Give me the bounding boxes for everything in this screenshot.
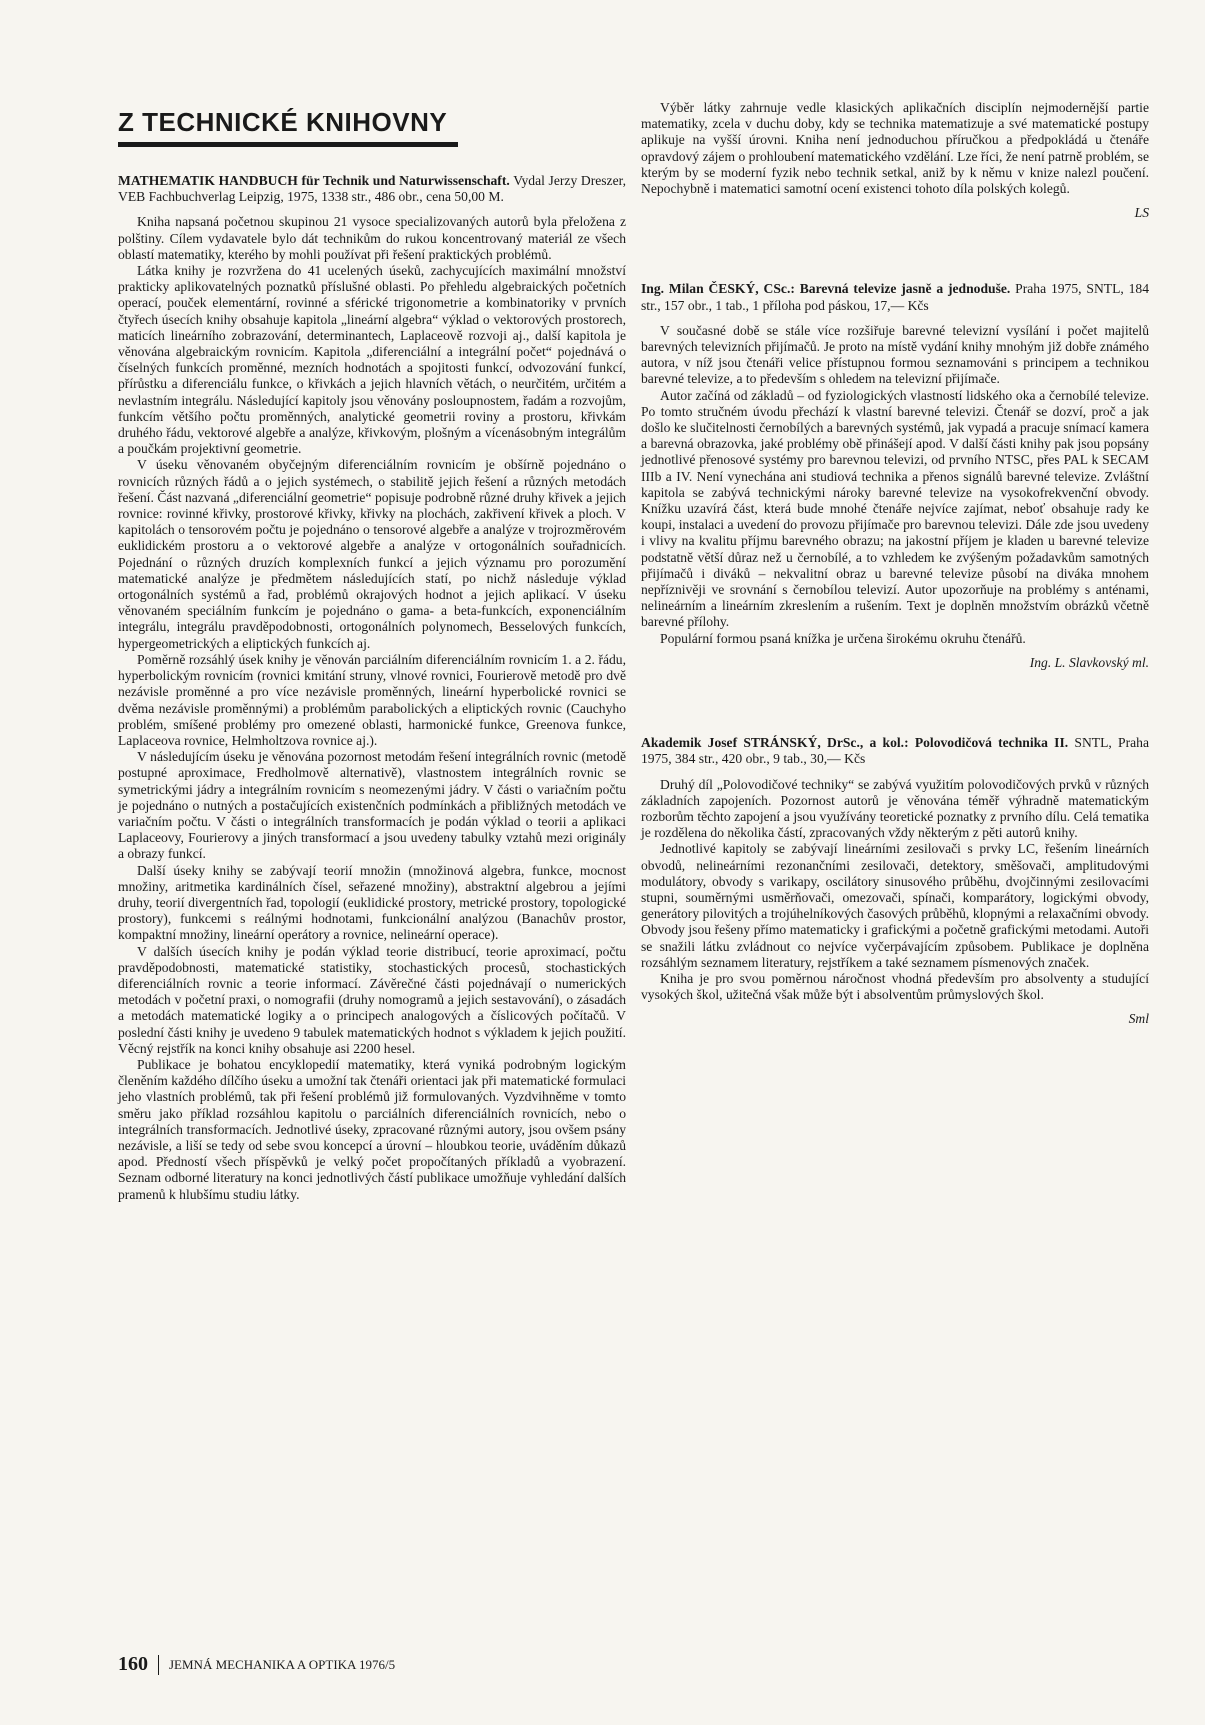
review1-paragraph: V úseku věnovaném obyčejným diferenciálním rovnicím je obšírně pojednáno o rovnicích různých řádů a o jejich systémech, o stabilitě jejich řešení a různých metodách řešení. Část nazvaná „diferenciální geometrie“ popisuje podrobně různé druhy křivek a jejich rovnice: rovinné křivky, prostorové křivky, křivky na plochách, zakřivení křivek a ploch. V kapitolách o tensorovém počtu je pojednáno o tensorové algebře a analýze v trojrozměrovém euklidickém prostoru a o vektorové algebře a analýze v ortogonálních souřadnicích. Pojednání o různých druzích komplexních funkcí a jejich významu pro porozumění matematické analýze je předmětem následujících statí, po nichž následuje výklad ortogonálních systémů a řad, problémů okrajových hodnot a jejich aplikací. V úseku věnovaném speciálním funkcím je pojednáno o gama- a beta-funkcích, exponenciálním integrálu, integrálu pravděpodobnosti, ortogonálních polynomech, Besselových funkcích, hypergeometrických a eliptických funkcích aj. — [118, 457, 626, 651]
review3-meta: SNTL, Praha 1975, 384 str., 420 obr., 9 tab., 30,— Kčs — [641, 735, 1149, 767]
review1-paragraph: Publikace je bohatou encyklopedií matematiky, která vyniká podrobným logickým členěním každého dílčího úseku a umožní tak čtenáři orientaci jak při matematické formulaci jeho vlastních problémů, tak při řešení problémů již formulovaných. Vyzdvihněme v tomto směru jako příklad rozsáhlou kapitolu o parciálních diferenciálních rovnicích, nebo o integrálních transformacích. Jednotlivé úseky, zpracované různými autory, jsou ovšem psány nezávisle, a liší se tedy od sebe svou koncepcí a úrovní – hloubkou teorie, uváděním důkazů apod. Předností všech příspěvků je velký počet propočítaných příkladů a vyobrazení. Seznam odborné literatury na konci jednotlivých částí publikace umožňuje vyhledání dalších pramenů k hlubšímu studiu látky. — [118, 1056, 626, 1202]
footer-divider — [158, 1655, 159, 1675]
review1-paragraph: V následujícím úseku je věnována pozornost metodám řešení integrálních rovnic (metodě postupné aproximace, Fredholmově alternativě), vlastnostem integrálních rovnic se symetrickými jádry a integrálním rovnicím s neomezenými jádry. V části o variačním počtu je pojednáno o nutných a postačujících existenčních podmínkách a přibližných metodách ve variačním počtu. V části o integrálních transformacích je podán výklad o teorii a aplikaci Laplaceovy, Fourierovy a jiných transformací a jsou uvedeny tabulky vztahů mezi originály a obrazy funkcí. — [118, 749, 626, 862]
spacer — [641, 221, 1149, 281]
review1-paragraph: Poměrně rozsáhlý úsek knihy je věnován parciálním diferenciálním rovnicím 1. a 2. řádu, hyperbolickým rovnicím (rovnici kmitání struny, vlnové rovnici, Fourierově metodě pro dvě nezávisle proměnné a pro více nezávisle proměnných, lineární hyperbolické rovnici se dvěma nezávisle proměnnými) a problémům parabolických a eliptických rovnic (Cauchyho problém, smíšené problémy pro omezené oblasti, harmonické funkce, Greenova funkce, Laplaceova rovnice, Helmholtzova rovnice aj.). — [118, 651, 626, 748]
review1-heading — [118, 173, 626, 205]
review3-signature: Sml — [1128, 1011, 1149, 1027]
review3-heading — [641, 735, 1149, 767]
right-column — [641, 100, 1149, 1028]
review3-paragraph: Jednotlivé kapitoly se zabývají lineárními zesilovači s prvky LC, řešením lineárních obvodů, nelineárními rezonančními zesilovači, detektory, směšovači, amplitudovými modulátory, obvody s varikapy, oscilátory sinusového průběhu, dvojčinnými zesilovacími stupni, souměrnými usměrňovači, omezovači, spínači, komparátory, logickými obvody, generátory pilovitých a trojúhelníkových časových průběhů, klopnými a relaxačními obvody. Obvody jsou řešeny přímo matematicky i grafickými a početně grafickými metodami. Autoři se snažili látku zvládnout co nejvíce vyčerpávajícím způsobem. Publikace je doplněna rozsáhlým seznamem literatury, rejstříkem a také seznamem písmenových značek. — [641, 841, 1149, 970]
journal-name: JEMNÁ MECHANIKA A OPTIKA 1976/5 — [169, 1656, 396, 1672]
review1-paragraph: Další úseky knihy se zabývají teorií množin (množinová algebra, funkce, mocnost množiny, aritmetika kardinálních čísel, seřazené množiny), abstraktní algebrou a jejími druhy, teorií divergentních řad, topologií (euklidické prostory, metrické prostory, topologické prostory), funkcemi s reálnými hodnotami, funkcionální analýzou (Banachův prostor, kompaktní množiny, lineární operátory a rovnice, nelineární operace). — [118, 862, 626, 943]
review2-paragraph: V současné době se stále více rozšiřuje barevné televizní vysílání i počet majitelů barevných televizních přijímačů. Je proto na místě vydání knihy mnohým již dobře známého autora, v níž jsou čtenáři velice přístupnou formou seznamováni s principem a technikou barevné televize, a to především s ohledem na televizní přijímače. — [641, 322, 1149, 387]
section-title: Z TECHNICKÉ KNIHOVNY — [118, 107, 448, 137]
review1-book-title: MATHEMATIK HANDBUCH für Technik und Naturwissenschaft. — [118, 173, 510, 188]
review2-title: Ing. Milan ČESKÝ, CSc.: Barevná televize jasně a jednoduše. — [641, 281, 1011, 297]
review2-signature: Ing. L. Slavkovský ml. — [1029, 654, 1149, 670]
spacer — [641, 671, 1149, 735]
review1-paragraph: Výběr látky zahrnuje vedle klasických aplikačních disciplín nejmodernější partie matematiky, zcela v duchu doby, kdy se technika matematizuje a své matematické postupy aplikuje na vyšší úrovni. Kniha není jednoduchou příručkou a předpokládá u čtenáře opravdový zájem o prohloubení matematického vzdělání. Lze říci, že není patrně problém, se kterým by se moderní fyzik nebo technik setkal, aniž by k němu v knize nalezl poučení. Nepochybně i matematici samotní ocení existenci tohoto díla polských kolegů. — [641, 100, 1149, 197]
review2-paragraph: Autor začíná od základů – od fyziologických vlastností lidského oka a černobílé televize. Po tomto stručném úvodu přechází k vlastní barevné televizi. Čtenář se dozví, proč a jak došlo ke slučitelnosti černobílých a barevných systémů, jak vypadá a pracuje snímací kamera a barevná obrazovka, jaké problémy obě přinášejí apod. V další části knihy pak jsou popsány jednotlivé přenosové systémy pro barevnou televizi, od prvního NTSC, přes PAL k SECAM IIIb a IV. Není vynechána ani studiová technika a přenos signálů barevné televize. Zvláštní kapitola se zabývá technickými nároky barevné televize na vysokofrekvenční obvody. Knížku uzavírá část, která bude mnohé čtenáře nejvíce zajímat, neboť obsahuje rady ke koupi, instalaci a uvedení do provozu přijímače pro barevnou televizi. Dále zde jsou uvedeny i vlivy na kvalitu příjmu barevného obrazu; na jakostní příjem je kladen u barevné televize podstatně větší důraz než u černobílé, a to vzhledem ke zvýšeným požadavkům samotných přijímačů i diváků – nekvalitní obraz u barevné televize působí na diváka mnohem nepříznivěji ve srovnání s černobílou televizí. Autor upozorňuje na problémy s anténami, nelineárním a lineárním zkreslením a rušením. Text je doplněn množstvím obrázků včetně barevné přílohy. — [641, 387, 1149, 630]
review1-book-meta: Vydal Jerzy Dreszer, VEB Fachbuchverlag Leipzig, 1975, 1338 str., 486 obr., cena 50,00 M. — [118, 173, 627, 205]
review1-paragraph: Látka knihy je rozvržena do 41 ucelených úseků, zachycujících maximální množství prakticky aplikovatelných poznatků příslušné oblasti. Po přehledu algebraických početních operací, pouček elementární, rovinné a sférické trigonometrie a kombinatoriky v prvních čtyřech úsecích knihy obsahuje kapitola „lineární algebra“ výklad o vektorových prostorech, maticích lineárního zobrazování, determinantech, Laplaceově rozvoji aj., další kapitola je věnována algebraickým rovnicím. Kapitola „diferenciální a integrální počet“ pojednává o číselných funkcích proměnné, mezních hodnotách a spojitosti funkcí, odvozování funkcí, přírůstku a diferenciálu funkce, o křivkách a jejich hlavních větách, o neurčitém, určitém a nevlastním integrálu. Následující kapitoly jsou věnovány posloupnostem, řadám a rozvojům, funkcím většího počtu proměnných, analytické geometrii roviny a prostoru, křivkám druhého řádu, vektorové algebře a analýze, křivkovým, plošným a vícenásobným integrálům a poučkám projektivní geometrie. — [118, 263, 626, 457]
page-number: 160 — [118, 1653, 148, 1675]
review3-paragraph: Druhý díl „Polovodičové techniky“ se zabývá využitím polovodičových prvků v různých základních zapojeních. Pozornost autorů je věnována téměř výhradně matematickým rozborům těchto zapojení a jsou využívány teoretické poznatky z prvního dílu. Celá tematika je rozdělena do několika částí, zpracovaných vždy některým z pěti autorů knihy. — [641, 776, 1149, 841]
page-footer — [118, 1653, 395, 1676]
review1-signature: LS — [1134, 205, 1149, 221]
review2-heading — [641, 281, 1149, 313]
left-column — [118, 100, 626, 1203]
review3-title: Akademik Josef STRÁNSKÝ, DrSc., a kol.: Polovodičová technika II. — [641, 735, 1069, 751]
review1-paragraph: Kniha napsaná početnou skupinou 21 vysoce specializovaných autorů byla přeložena z polštiny. Cílem vydavatele bylo dát technikům do rukou koncentrovaný materiál ze všech oblastí matematiky, kterého by mohli používat při řešení praktických problémů. — [118, 214, 626, 262]
review1-paragraph: V dalších úsecích knihy je podán výklad teorie distribucí, teorie aproximací, počtu pravděpodobnosti, matematické statistiky, stochastických procesů, stochastických diferenciálních rovnic a teorie informací. Závěrečné části pojednávají o numerických metodách v početní praxi, o nomografii (druhy nomogramů a jejich sestavování), o zásadách a metodách matematické logiky a o principech analogových a číslicových počítačů. V poslední části knihy je uvedeno 9 tabulek matematických hodnot s výkladem k jejich použití. Věcný rejstřík na konci knihy obsahuje asi 2200 hesel. — [118, 943, 626, 1056]
review3-paragraph: Kniha je pro svou poměrnou náročnost vhodná především pro absolventy a studující vysokých škol, užitečná však může být i absolventům průmyslových škol. — [641, 970, 1149, 1003]
title-underline — [118, 142, 458, 147]
review2-meta: Praha 1975, SNTL, 184 str., 157 obr., 1 tab., 1 příloha pod páskou, 17,— Kčs — [641, 281, 1150, 313]
review2-paragraph: Populární formou psaná knížka je určena širokému okruhu čtenářů. — [660, 630, 1026, 646]
